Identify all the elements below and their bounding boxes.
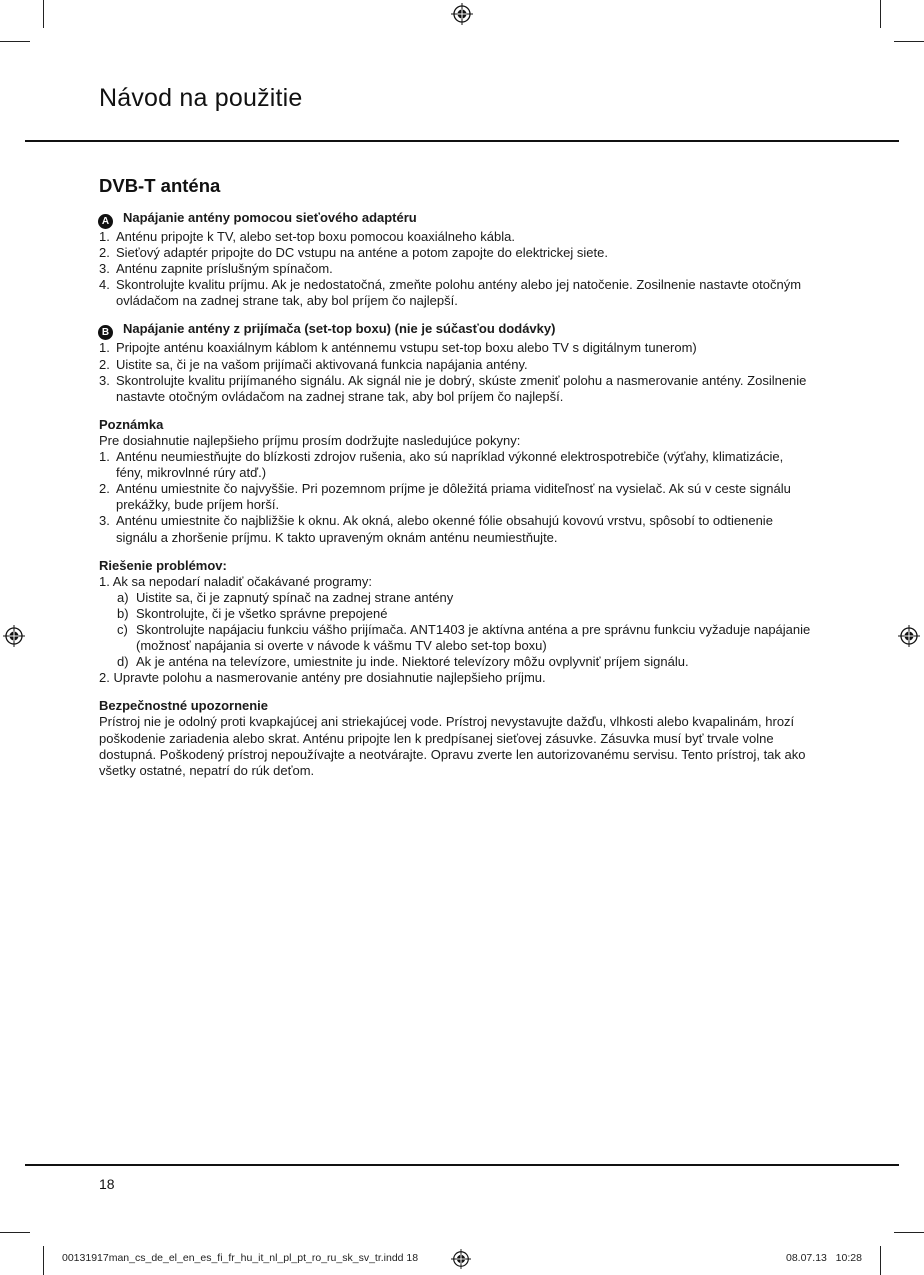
list-item xyxy=(99,513,811,545)
item-letter: d) xyxy=(117,654,129,670)
crop-mark xyxy=(43,1246,44,1275)
troubleshooting-sublist xyxy=(99,590,811,670)
header-divider xyxy=(25,140,899,142)
crop-mark xyxy=(894,1232,924,1233)
list-item xyxy=(99,606,811,622)
item-text: Skontrolujte, či je všetko správne prepojené xyxy=(136,605,388,621)
item-number: 3. xyxy=(99,513,110,529)
troubleshooting-item-1: 1. Ak sa nepodarí naladiť očakávané programy: xyxy=(99,573,372,589)
footer-divider xyxy=(25,1164,899,1166)
item-text: Uistite sa, či je na vašom prijímači aktivovaná funkcia napájania antény. xyxy=(116,356,528,372)
item-text: Anténu pripojte k TV, alebo set-top boxu pomocou koaxiálneho kábla. xyxy=(116,229,515,244)
item-letter: b) xyxy=(117,605,129,621)
item-text: Skontrolujte kvalitu prijímaného signálu. Ak signál nie je dobrý, skúste zmeniť polohu a nasmerovanie antény. Zosilnenie nastavte otočným ovládačom na zadnej strane tak, aby bol príjem čo najlepší. xyxy=(116,372,807,404)
item-number: 2. xyxy=(99,245,110,261)
troubleshooting-heading: Riešenie problémov: xyxy=(99,557,227,573)
badge-b: B xyxy=(98,325,113,340)
list-item xyxy=(99,622,811,654)
list-item xyxy=(99,229,811,245)
item-letter: c) xyxy=(117,621,128,637)
item-text: Sieťový adaptér pripojte do DC vstupu na anténe a potom zapojte do elektrickej siete. xyxy=(116,245,608,261)
part-a-heading xyxy=(99,210,811,229)
footer-time-value: 10:28 xyxy=(835,1252,862,1264)
registration-mark-icon xyxy=(451,3,473,25)
part-b-heading-text: Napájanie antény z prijímača (set-top boxu) (nie je súčasťou dodávky) xyxy=(123,321,556,337)
registration-mark-icon xyxy=(3,625,25,647)
item-text: Anténu umiestnite čo najbližšie k oknu. Ak okná, alebo okenné fólie obsahujú kovovú vrstvu, spôsobí to odtienenie signálu a zhoršenie príjmu. K takto upraveným oknám anténu neumiestňujte. xyxy=(116,513,773,545)
footer-filename: 00131917man_cs_de_el_en_es_fi_fr_hu_it_nl_pl_pt_ro_ru_sk_sv_tr.indd 18 xyxy=(62,1252,419,1264)
crop-mark xyxy=(880,0,881,28)
item-number: 1. xyxy=(99,449,110,465)
part-a-heading-text: Napájanie antény pomocou sieťového adaptéru xyxy=(123,210,417,225)
item-text: Skontrolujte kvalitu príjmu. Ak je nedostatočná, zmeňte polohu antény alebo jej natočenie. Zosilnenie nastavte otočným ovládačom na zadnej strane tak, aby bol príjem čo najlepší. xyxy=(116,277,802,309)
item-number: 1. xyxy=(99,229,110,244)
crop-mark xyxy=(43,0,44,28)
item-text: Anténu umiestnite čo najvyššie. Pri pozemnom príjme je dôležitá priama viditeľnosť na vysielač. Ak sú v ceste signálu prekážky, bude príjem horší. xyxy=(116,481,791,513)
footer-date-value: 08.07.13 xyxy=(786,1252,827,1264)
item-number: 1. xyxy=(99,340,110,356)
part-a-list xyxy=(99,229,811,309)
list-item xyxy=(99,277,811,309)
item-text: Anténu neumiestňujte do blízkosti zdrojov rušenia, ako sú napríklad výkonné elektrospotrebiče (výťahy, klimatizácie, fény, mikrovlnné rúry atď.) xyxy=(116,449,784,481)
item-number: 2. xyxy=(99,481,110,497)
list-item xyxy=(99,481,811,513)
part-b-list xyxy=(99,340,811,404)
main-content xyxy=(99,210,811,779)
item-text: Pripojte anténu koaxiálnym káblom k anténnemu vstupu set-top boxu alebo TV s digitálnym tunerom) xyxy=(116,340,697,356)
registration-mark-icon xyxy=(451,1249,471,1269)
crop-mark xyxy=(894,41,924,42)
list-item xyxy=(99,654,811,670)
badge-a: A xyxy=(98,214,113,229)
list-item xyxy=(99,245,811,261)
safety-text: Prístroj nie je odolný proti kvapkajúcej ani striekajúcej vode. Prístroj nevystavujte dažďu, vlhkosti alebo kvapalinám, hrozí poškodenie zariadenia alebo skrat. Anténu pripojte len k predpísanej sieťovej zásuvke. Zásuvka musí byť trvale volne dostupná. Poškodený prístroj nepoužívajte a neotvárajte. Opravu zverte len autorizovanému servisu. Tento prístroj, tak ako všetky ostatné, nepatrí do rúk deťom. xyxy=(99,714,806,778)
crop-mark xyxy=(0,1232,30,1233)
note-list xyxy=(99,449,811,546)
item-text: Skontrolujte napájaciu funkciu vášho prijímača. ANT1403 je aktívna anténa a pre správnu funkciu vyžaduje napájanie (možnosť napájania si overte v návode k vášmu TV alebo set-top boxu) xyxy=(136,621,811,654)
page-header-title: Návod na použitie xyxy=(99,84,303,112)
item-text: Ak je anténa na televízore, umiestnite ju inde. Niektoré televízory môžu ovplyvniť príjem signálu. xyxy=(136,654,689,670)
item-text: Anténu zapnite príslušným spínačom. xyxy=(116,261,333,277)
footer-date xyxy=(786,1252,862,1264)
safety-heading: Bezpečnostné upozornenie xyxy=(99,698,269,714)
list-item xyxy=(99,357,811,373)
crop-mark xyxy=(0,41,30,42)
troubleshooting-item-2: 2. Upravte polohu a nasmerovanie antény pre dosiahnutie najlepšieho príjmu. xyxy=(99,670,546,686)
item-number: 3. xyxy=(99,261,110,277)
list-item xyxy=(99,261,811,277)
item-number: 4. xyxy=(99,277,110,293)
item-text: Uistite sa, či je zapnutý spínač na zadnej strane antény xyxy=(136,589,454,605)
section-title: DVB-T anténa xyxy=(99,175,221,196)
note-heading: Poznámka xyxy=(99,416,164,432)
list-item xyxy=(99,340,811,356)
list-item xyxy=(99,449,811,481)
note-intro: Pre dosiahnutie najlepšieho príjmu prosím dodržujte nasledujúce pokyny: xyxy=(99,432,521,448)
crop-mark xyxy=(880,1246,881,1275)
list-item xyxy=(99,373,811,405)
list-item xyxy=(99,590,811,606)
part-b-heading xyxy=(99,321,811,340)
item-number: 2. xyxy=(99,356,110,372)
registration-mark-icon xyxy=(898,625,920,647)
item-letter: a) xyxy=(117,589,129,605)
page-number: 18 xyxy=(99,1176,115,1192)
item-number: 3. xyxy=(99,372,110,388)
